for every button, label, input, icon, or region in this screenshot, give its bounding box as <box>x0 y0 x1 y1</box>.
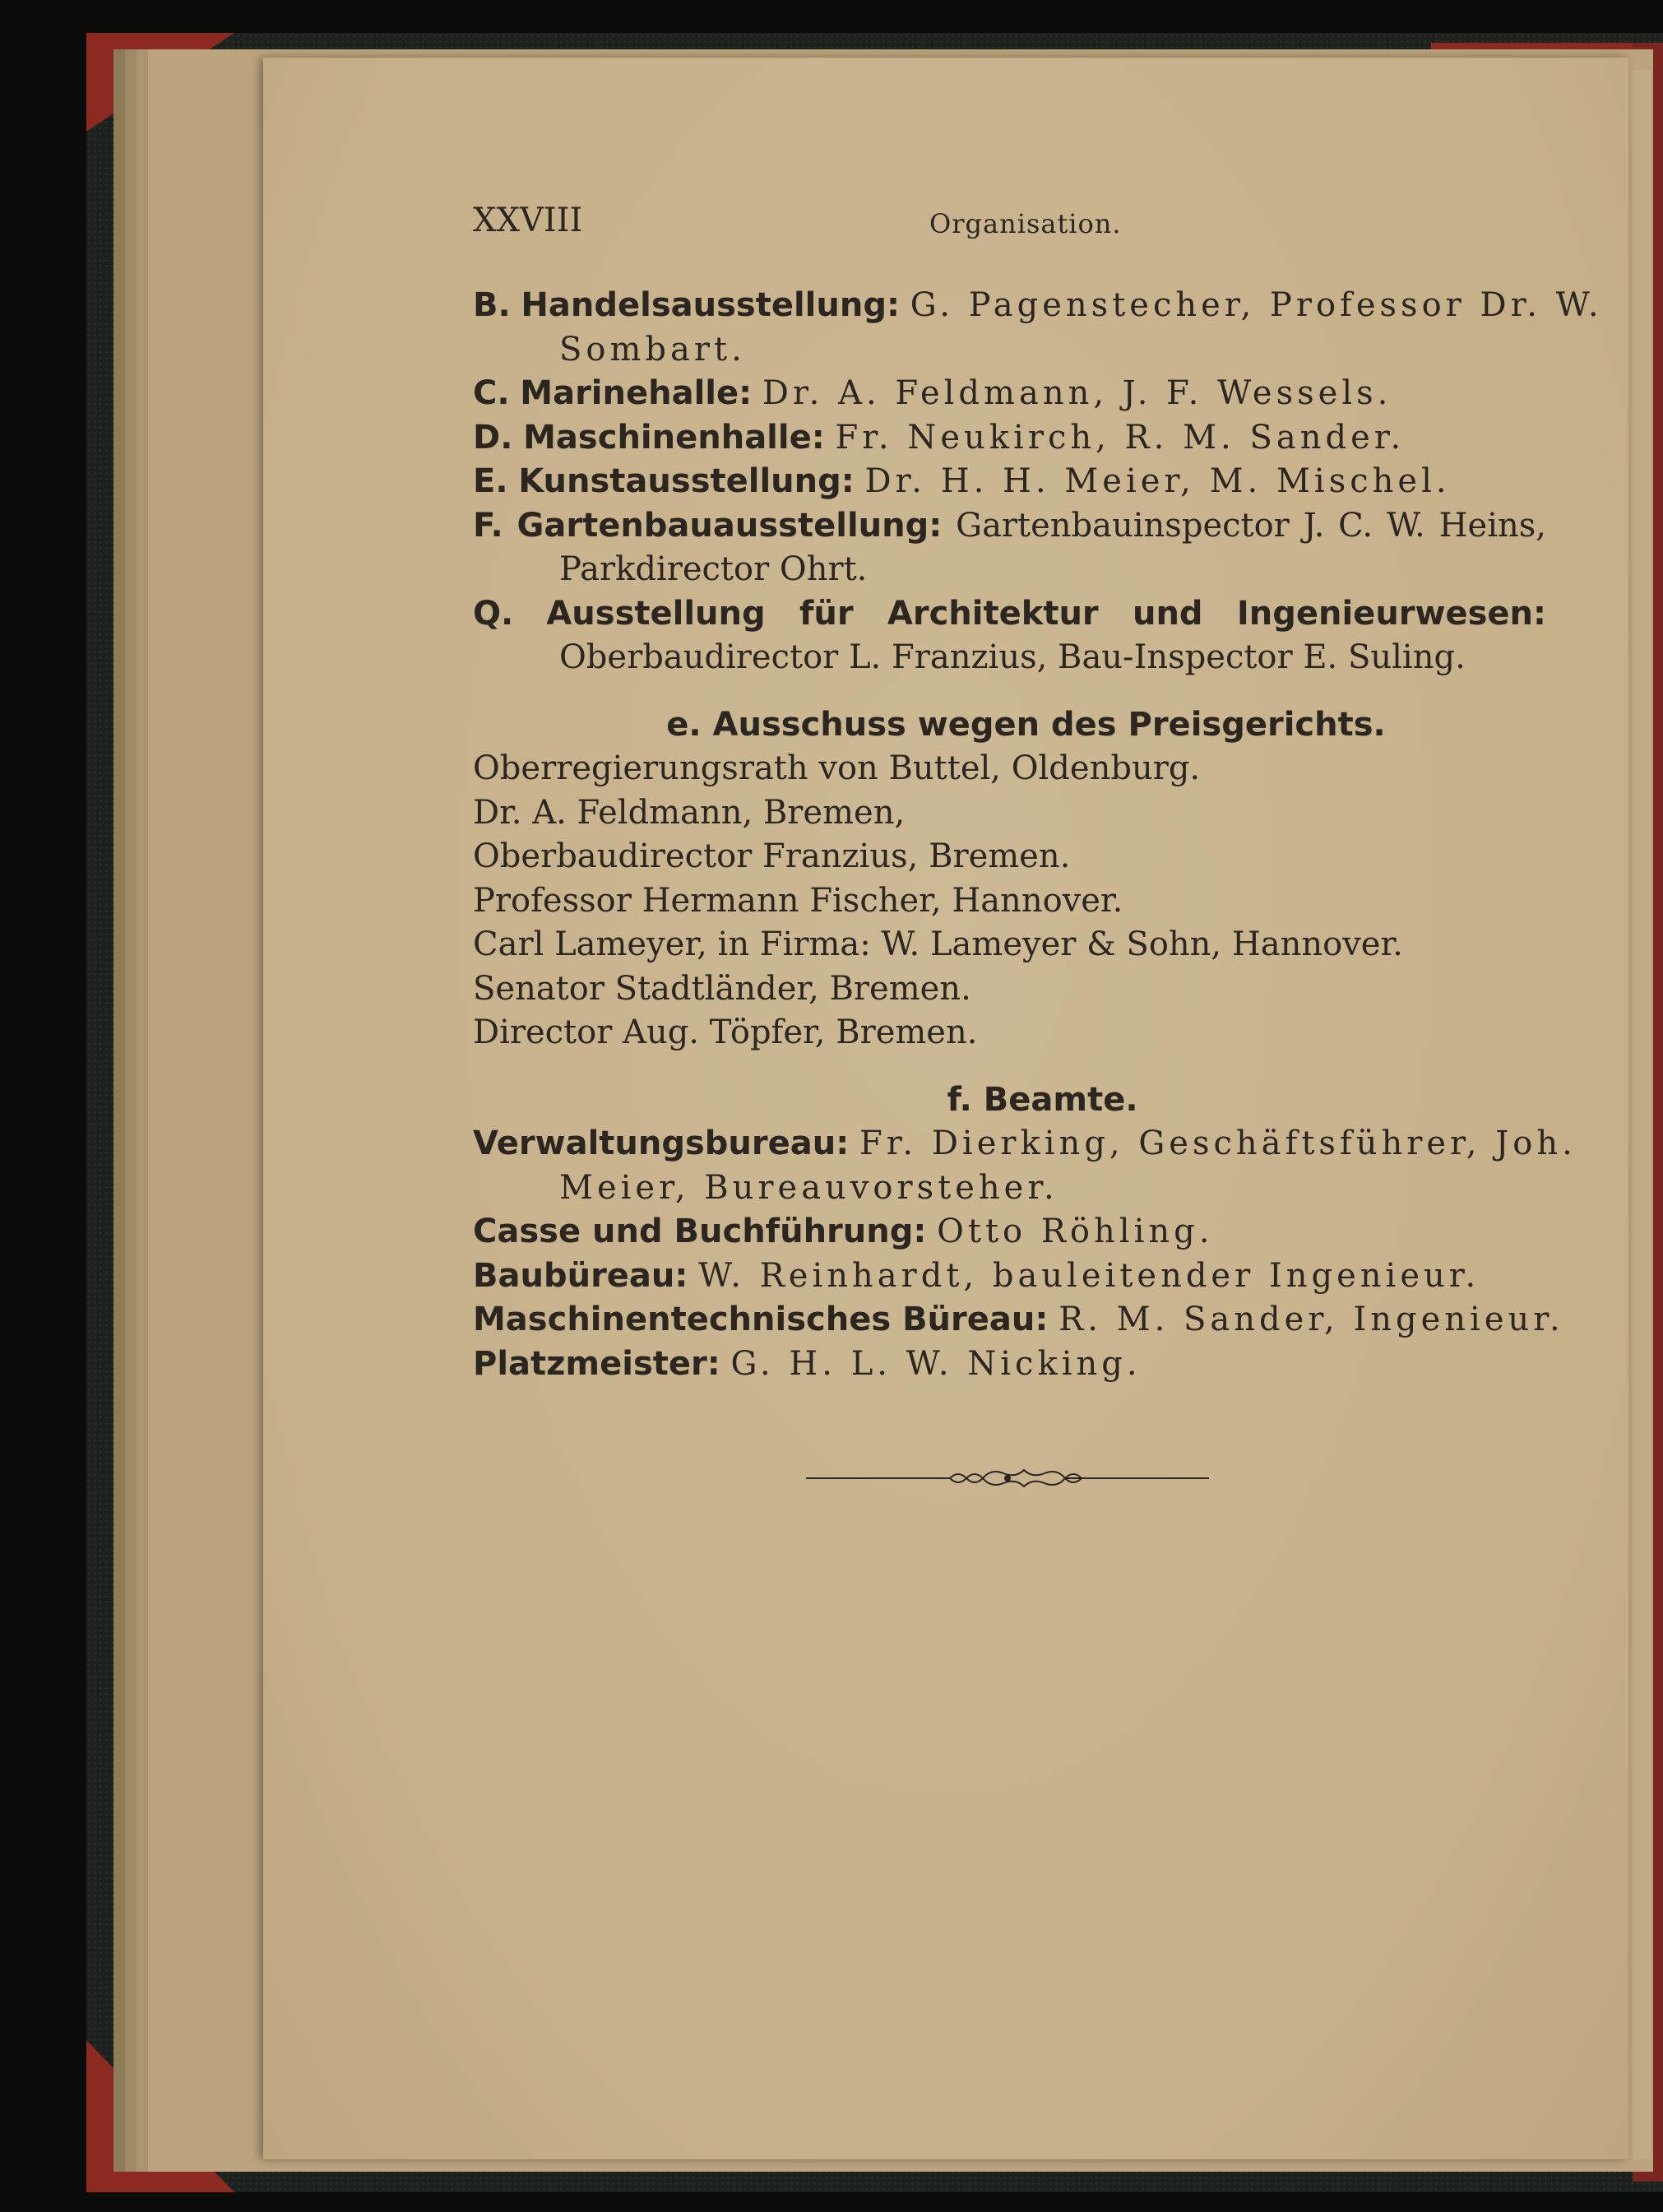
spacer <box>473 680 1546 703</box>
entry-d-title: Maschinenhalle: <box>523 418 825 457</box>
official-entry: Maschinentechnisches Büreau: R. M. Sander, Ingenieur. <box>473 1301 1564 1338</box>
entry-b-line2: Sombart. <box>559 330 746 369</box>
official-entry: Casse und Buchführung: Otto Röhling. <box>473 1213 1214 1250</box>
decorative-rule-icon <box>806 1466 1209 1491</box>
committee-member: Oberregierungsrath von Buttel, Oldenburg. <box>473 749 1201 787</box>
section-f-heading: f. Beamte. <box>947 1080 1138 1119</box>
entry-e: E. Kunstausstellung: Dr. H. H. Meier, M. Mischel. <box>473 462 1451 500</box>
running-title: Organisation. <box>929 208 1122 239</box>
entry-e-title: Kunstausstellung: <box>518 462 855 500</box>
committee-member: Dr. A. Feldmann, Bremen, <box>473 793 906 832</box>
entry-q-line1: Q. Ausstellung für Architektur und Ingenieurwesen: <box>473 594 1547 633</box>
entry-f-title: Gartenbauausstellung: <box>517 506 943 545</box>
committee-member: Senator Stadtländer, Bremen. <box>473 969 971 1008</box>
entry-c: C. Marinehalle: Dr. A. Feldmann, J. F. Wessels. <box>473 374 1392 412</box>
official-entry-line1: Verwaltungsbureau: Fr. Dierking, Geschäftsführer, Joh. <box>473 1125 1577 1162</box>
page-body <box>473 284 1603 1386</box>
entry-c-title: Marinehalle: <box>520 374 753 412</box>
entry-b-line1: B. Handelsausstellung: G. Pagenstecher, Professor Dr. W. <box>473 286 1603 324</box>
page-fore-edge <box>1633 70 1651 2159</box>
committee-member: Oberbaudirector Franzius, Bremen. <box>473 837 1071 875</box>
entry-q-title: Ausstellung für Architektur und Ingenieurwesen: <box>546 594 1547 633</box>
page-number: XXVIII <box>473 202 583 239</box>
entry-b-title: Handelsausstellung: <box>521 286 900 324</box>
official-entry: Platzmeister: G. H. L. W. Nicking. <box>473 1344 1142 1383</box>
entry-q-line2: Oberbaudirector L. Franzius, Bau-Inspector E. Suling. <box>559 638 1466 676</box>
section-e-heading: e. Ausschuss wegen des Preisgerichts. <box>666 705 1386 744</box>
entry-f-line2: Parkdirector Ohrt. <box>559 550 868 588</box>
committee-member: Carl Lameyer, in Firma: W. Lameyer & Sohn, Hannover. <box>473 925 1403 963</box>
official-entry-line2: Meier, Bureauvorsteher. <box>559 1168 1058 1207</box>
official-entry: Baubüreau: W. Reinhardt, bauleitender Ingenieur. <box>473 1256 1480 1295</box>
spacer <box>473 1055 1546 1078</box>
entry-f-line1: F. Gartenbauausstellung: Gartenbauinspector J. C. W. Heins, <box>473 506 1546 545</box>
committee-member: Professor Hermann Fischer, Hannover. <box>473 881 1123 920</box>
entry-d: D. Maschinenhalle: Fr. Neukirch, R. M. Sander. <box>473 418 1406 457</box>
committee-member: Director Aug. Töpfer, Bremen. <box>473 1013 978 1051</box>
